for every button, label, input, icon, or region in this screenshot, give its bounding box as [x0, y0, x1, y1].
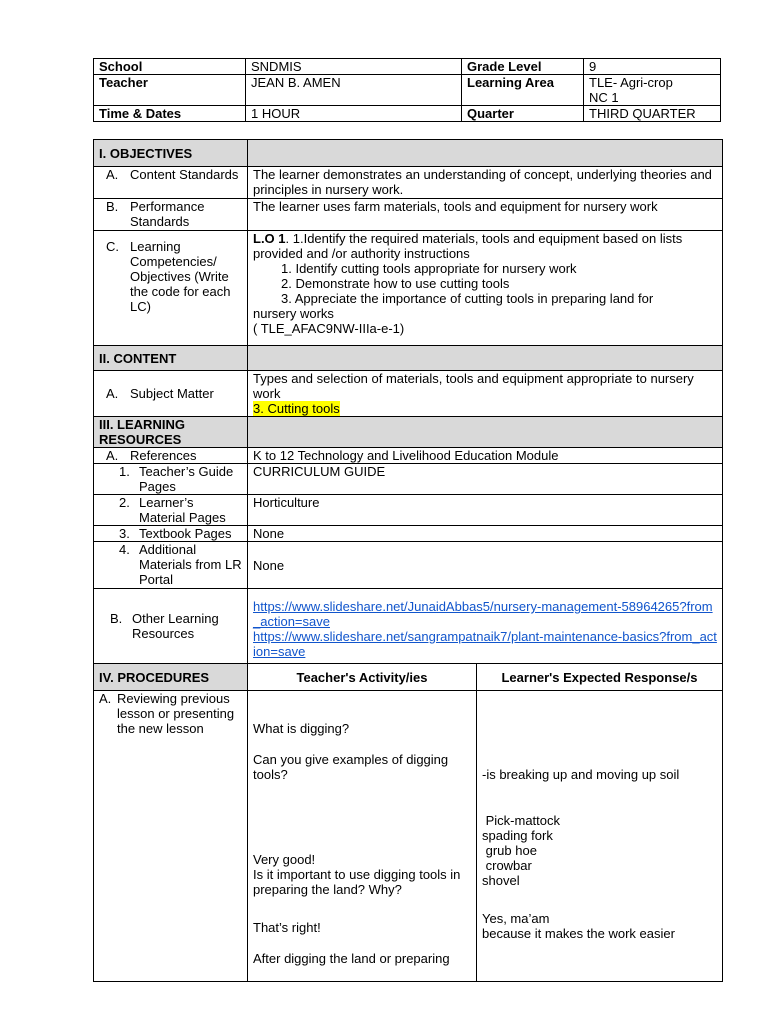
lesson-plan-table [93, 139, 723, 982]
label-text: Textbook Pages [139, 526, 232, 541]
resource-link-2[interactable]: https://www.slideshare.net/sangrampatnaik7/plant-maintenance-basics?from_action=save [253, 629, 717, 659]
marker: 1. [119, 464, 130, 479]
learner-line-2: Pick-mattock [482, 813, 561, 828]
learner-line-3: spading fork [482, 828, 553, 843]
content-standards-text: The learner demonstrates an understanding of concept, underlying theories and principles in nursery work. [248, 167, 723, 199]
label-text: Learning Competencies/ Objectives (Write the code for each LC) [130, 239, 231, 314]
references-label [94, 448, 248, 464]
marker: A. [106, 386, 119, 401]
teacher-line-5: That’s right! [253, 920, 321, 935]
teacher-value: JEAN B. AMEN [246, 75, 462, 106]
marker: 3. [119, 526, 130, 541]
label-text: Additional Materials from LR Portal [139, 542, 242, 587]
teacher-activity-header: Teacher's Activity/ies [248, 664, 477, 691]
subject-matter-highlight: 3. Cutting tools [253, 401, 340, 416]
area-value-line2: NC 1 [589, 90, 619, 105]
lo-line [253, 231, 717, 261]
quarter-label: Quarter [462, 106, 584, 122]
marker: B. [110, 611, 123, 626]
teacher-line-2: Can you give examples of digging tools? [253, 752, 449, 782]
learner-line-6: shovel [482, 873, 520, 888]
area-value-line1: TLE- Agri-crop [589, 75, 673, 90]
time-label: Time & Dates [94, 106, 246, 122]
label-text: Performance Standards [130, 199, 205, 229]
additional-materials-label [94, 542, 248, 589]
lc-item-3: 3. Appreciate the importance of cutting tools in preparing land for [281, 291, 654, 306]
lc-code: ( TLE_AFAC9NW-IIIa-e-1) [253, 321, 405, 336]
label-text: Learner’s Material Pages [139, 495, 226, 525]
label-text: Subject Matter [130, 386, 214, 401]
objectives-heading: I. OBJECTIVES [94, 140, 248, 167]
school-value: SNDMIS [246, 59, 462, 75]
learners-material-text: Horticulture [248, 495, 723, 526]
performance-standards-label [94, 199, 248, 231]
objectives-heading-blank [248, 140, 723, 167]
subject-matter-text [248, 371, 723, 417]
lc-item-3-cont: nursery works [253, 306, 334, 321]
learners-material-label [94, 495, 248, 526]
marker: A. [106, 448, 119, 463]
resource-link-1[interactable]: https://www.slideshare.net/JunaidAbbas5/nursery-management-58964265?from_action=save [253, 599, 713, 629]
label-text: Content Standards [130, 167, 239, 182]
teachers-guide-text: CURRICULUM GUIDE [248, 464, 723, 495]
resources-heading-text: III. LEARNING RESOURCES [99, 417, 185, 447]
marker: A. [106, 167, 119, 182]
area-label: Learning Area [462, 75, 584, 106]
resources-heading-blank [248, 417, 723, 448]
learner-line-4: grub hoe [482, 843, 537, 858]
references-text: K to 12 Technology and Livelihood Education Module [248, 448, 723, 464]
school-label: School [94, 59, 246, 75]
learning-competencies-label [94, 231, 248, 346]
label-text: Other Learning Resources [132, 611, 219, 641]
time-value: 1 HOUR [246, 106, 462, 122]
content-heading: II. CONTENT [94, 346, 248, 371]
learner-line-1: -is breaking up and moving up soil [482, 767, 680, 782]
textbook-label [94, 526, 248, 542]
marker: 4. [119, 542, 130, 557]
lo-text: . 1.Identify the required materials, tools and equipment based on lists provided and /or authority instructions [253, 231, 683, 261]
grade-label: Grade Level [462, 59, 584, 75]
quarter-value: THIRD QUARTER [584, 106, 721, 122]
teacher-activity-cell [248, 691, 477, 982]
procedures-heading: IV. PROCEDURES [94, 664, 248, 691]
learner-line-7: Yes, ma’am [482, 911, 550, 926]
marker: 2. [119, 495, 130, 510]
marker: A. [99, 691, 112, 706]
reviewing-label [94, 691, 248, 982]
other-resources-links [248, 589, 723, 664]
teacher-line-3: Very good! [253, 852, 316, 867]
teacher-label: Teacher [94, 75, 246, 106]
teachers-guide-label [94, 464, 248, 495]
header-table [93, 58, 721, 122]
label-text: Teacher’s Guide Pages [139, 464, 234, 494]
label-text: References [130, 448, 197, 463]
learning-competencies-text [248, 231, 723, 346]
learner-line-5: crowbar [482, 858, 532, 873]
textbook-text: None [248, 526, 723, 542]
content-standards-label [94, 167, 248, 199]
additional-materials-text: None [248, 542, 723, 589]
label-text: Reviewing previous lesson or presenting the new lesson [117, 691, 235, 736]
marker: C. [106, 239, 119, 254]
subject-matter-label [94, 371, 248, 417]
area-value [584, 75, 721, 106]
subject-matter-desc: Types and selection of materials, tools and equipment appropriate to nursery work [253, 371, 694, 401]
lc-item-1: 1. Identify cutting tools appropriate for nursery work [281, 261, 577, 276]
teacher-line-1: What is digging? [253, 721, 350, 736]
learner-response-cell [477, 691, 723, 982]
performance-standards-text: The learner uses farm materials, tools and equipment for nursery work [248, 199, 723, 231]
other-resources-label [94, 589, 248, 664]
content-heading-blank [248, 346, 723, 371]
lo-bold: L.O 1 [253, 231, 286, 246]
grade-value: 9 [584, 59, 721, 75]
resources-heading [94, 417, 248, 448]
teacher-line-4: Is it important to use digging tools in preparing the land? Why? [253, 867, 461, 897]
teacher-line-6: After digging the land or preparing [253, 951, 450, 966]
learner-line-8: because it makes the work easier [482, 926, 675, 941]
lc-item-2: 2. Demonstrate how to use cutting tools [281, 276, 510, 291]
learner-response-header: Learner's Expected Response/s [477, 664, 723, 691]
marker: B. [106, 199, 119, 214]
